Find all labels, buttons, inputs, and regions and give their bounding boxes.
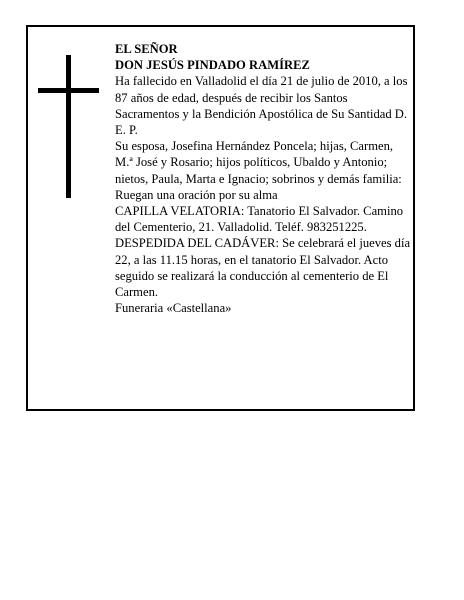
- chapel-info: CAPILLA VELATORIA: Tanatorio El Salvador. Camino del Cementerio, 21. Valladolid. Teléf. 983251225.: [115, 204, 404, 235]
- family-list: Su esposa, Josefina Hernández Poncela; hijas, Carmen, M.ª José y Rosario; hijos políticos, Ubaldo y Antonio; nietos, Paula, Marta e Ignacio; sobrinos y demás familia:: [115, 139, 402, 186]
- cross-vertical-bar: [66, 55, 71, 198]
- death-notice: Ha fallecido en Valladolid el día 21 de julio de 2010, a los 87 años de edad, después de recibir los Santos Sacramentos y la Bendición Apostólica de Su Santidad D. E. P.: [115, 74, 408, 138]
- deceased-title: EL SEÑOR: [115, 42, 178, 56]
- cross-icon: [38, 55, 99, 198]
- funeral-home: Funeraria «Castellana»: [115, 301, 232, 316]
- prayer-request: Ruegan una oración por su alma: [115, 187, 278, 202]
- obituary-text: [115, 41, 411, 316]
- obituary-notice: [26, 25, 415, 411]
- cross-horizontal-bar: [38, 88, 99, 93]
- deceased-name: DON JESÚS PINDADO RAMÍREZ: [115, 58, 310, 73]
- farewell-info: DESPEDIDA DEL CADÁVER: Se celebrará el jueves día 22, a las 11.15 horas, en el tanatorio El Salvador. Acto seguido se realizará la conducción al cementerio de El Carmen.: [115, 236, 411, 300]
